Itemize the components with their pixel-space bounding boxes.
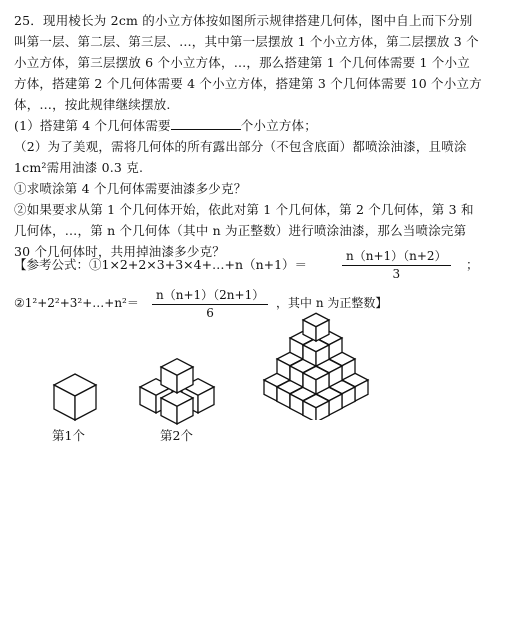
- question-2-sub-2-line: 几何体，…，第 n 个几何体（其中 n 为正整数）进行喷涂油漆，那么当喷涂完第: [14, 223, 467, 238]
- figure-1-caption: 第1个: [52, 428, 85, 443]
- formula-2-numerator: n（n+1）（2n+1）: [152, 286, 268, 305]
- question-1-prefix: (1）搭建第 4 个几何体需要: [14, 118, 171, 133]
- formula-2-tail: ，其中 n 为正整数】: [276, 296, 388, 310]
- formula-2-denominator: 6: [206, 306, 214, 320]
- intro-line: 体，…，按此规律继续摆放.: [14, 97, 171, 112]
- figure-1-cube: [40, 368, 110, 428]
- intro-line: 小立方体，第三层摆放 6 个小立方体，…，那么搭建第 1 个几何体需要 1 个小立: [14, 55, 470, 70]
- question-2-sub-2-line: 30 个几何体时，共用掉油漆多少克？: [14, 244, 225, 259]
- figure-2-stack: [132, 343, 222, 429]
- intro-line: 25．现用棱长为 2cm 的小立方体按如图所示规律搭建几何体，图中自上而下分别: [14, 13, 473, 28]
- formula-1-lhs: 【参考公式：①1×2+2×3+3×4+…+n（n+1）＝: [14, 257, 308, 272]
- formula-1-numerator: n（n+1）（n+2）: [342, 247, 451, 266]
- formula-1-end: ；: [466, 257, 479, 272]
- formula-1-fraction: [342, 247, 451, 281]
- cube-icon: [264, 313, 368, 420]
- answer-blank: [171, 117, 241, 130]
- question-2-line: 1cm²需用油漆 0.3 克.: [14, 160, 144, 175]
- figure-2-caption: 第2个: [160, 428, 193, 443]
- figure-3-pyramid: [255, 310, 385, 420]
- intro-line: 方体，搭建第 2 个几何体需要 4 个小立方体，搭建第 3 个几何体需要 10 个小立方: [14, 76, 482, 91]
- question-1-suffix: 个小立方体；: [240, 118, 317, 133]
- question-2-sub-1: ①求喷涂第 4 个几何体需要油漆多少克？: [14, 181, 247, 196]
- intro-line: 叫第一层、第二层、第三层、…，其中第一层摆放 1 个小立方体，第二层摆放 3 个: [14, 34, 479, 49]
- question-2-line: （2）为了美观，需将几何体的所有露出部分（不包含底面）都喷涂油漆，且喷涂: [14, 139, 467, 154]
- problem-text: [14, 10, 514, 262]
- formula-2-lhs: ②1²+2²+3²+…+n²＝: [14, 296, 139, 310]
- reference-formula-1: [14, 247, 514, 281]
- cube-icon: [54, 374, 96, 420]
- formula-1-denominator: 3: [392, 267, 401, 281]
- formula-2-fraction: [152, 286, 268, 320]
- cube-icon: [140, 359, 214, 424]
- question-1: [14, 115, 514, 136]
- question-2-sub-2-line: ②如果要求从第 1 个几何体开始，依此对第 1 个几何体，第 2 个几何体，第 3 和: [14, 202, 474, 217]
